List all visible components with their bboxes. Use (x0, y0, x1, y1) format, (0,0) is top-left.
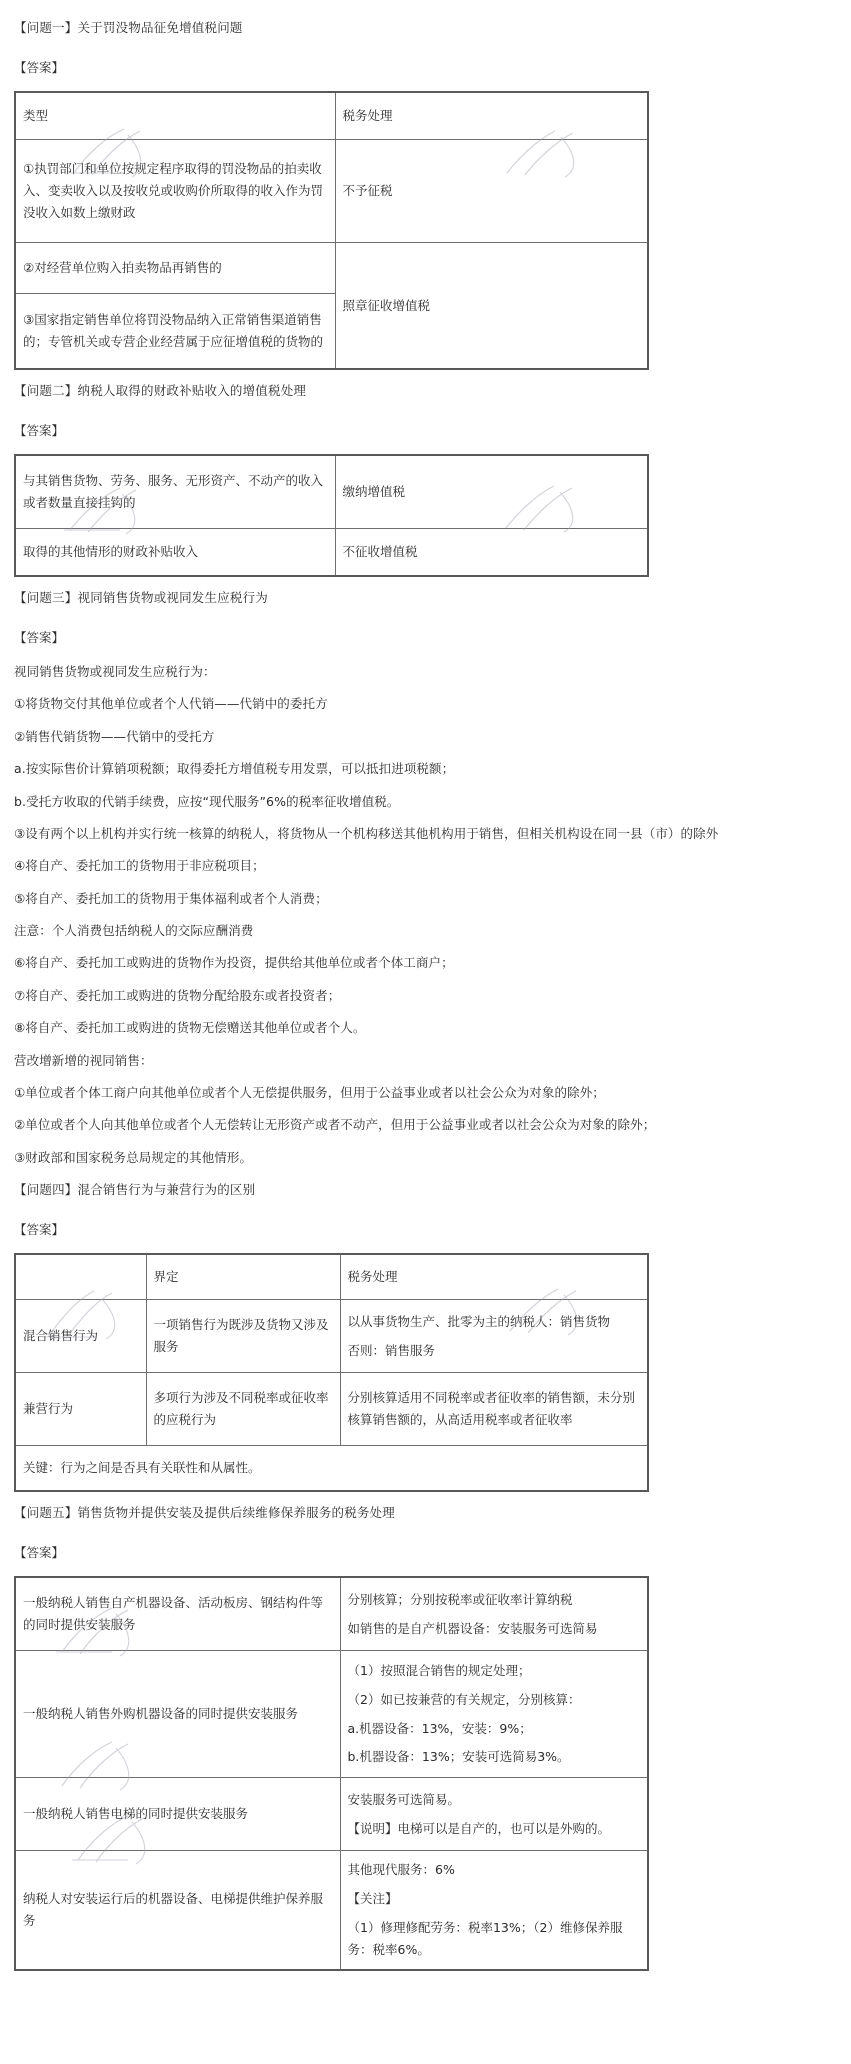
table-header-treatment: 税务处理 (340, 1254, 648, 1300)
answer-line: ⑥将自产、委托加工或购进的货物作为投资，提供给其他单位或者个体工商户； (14, 955, 454, 971)
table-cell-treatment (340, 1851, 648, 1970)
table-cell-treatment (340, 1651, 648, 1778)
treatment-line: 否则：销售服务 (347, 1342, 436, 1358)
table-header-blank (15, 1254, 146, 1300)
treatment-line: b.机器设备：13%；安装可选简易3%。 (347, 1749, 570, 1765)
answer-label-3: 【答案】 (14, 630, 65, 645)
table-cell-treatment: 缴纳增值税 (335, 455, 648, 529)
table-question-4 (14, 1253, 649, 1492)
answer-line: ⑦将自产、委托加工或购进的货物分配给股东或者投资者； (14, 987, 341, 1003)
answer-line: ②单位或者个人向其他单位或者个人无偿转让无形资产或者不动产，但用于公益事业或者以社会公众为对象的除外； (14, 1117, 656, 1133)
answer-label-5: 【答案】 (14, 1545, 65, 1560)
answer-line: ①单位或者个体工商户向其他单位或者个人无偿提供服务，但用于公益事业或者以社会公众为对象的除外； (14, 1084, 605, 1100)
table-question-5 (14, 1576, 649, 1971)
table-header-definition: 界定 (146, 1254, 340, 1300)
treatment-line: （2）如已按兼营的有关规定，分别核算： (347, 1691, 581, 1707)
table-cell-treatment (340, 1300, 648, 1373)
answer-line: ③财政部和国家税务总局规定的其他情形。 (14, 1149, 253, 1165)
answer-line: b.受托方收取的代销手续费，应按“现代服务”6%的税率征收增值税。 (14, 793, 400, 809)
question-heading-2: 【问题二】纳税人取得的财政补贴收入的增值税处理 (14, 383, 307, 398)
table-row (15, 529, 648, 577)
table-header-treatment: 税务处理 (335, 92, 648, 140)
table-cell-type: ①执罚部门和单位按规定程序取得的罚没物品的拍卖收入、变卖收入以及按收兑或收购价所取得的收入作为罚没收入如数上缴财政 (15, 140, 335, 243)
table-footer-key: 关键：行为之间是否具有关联性和从属性。 (15, 1446, 648, 1492)
answer-line: ⑧将自产、委托加工或购进的货物无偿赠送其他单位或者个人。 (14, 1020, 366, 1036)
treatment-line: a.机器设备：13%，安装：9%； (347, 1720, 532, 1736)
answer-line: a.按实际售价计算销项税额；取得委托方增值税专用发票，可以抵扣进项税额； (14, 761, 455, 777)
table-cell-type: 一般纳税人销售自产机器设备、活动板房、钢结构件等的同时提供安装服务 (15, 1577, 340, 1651)
table-cell-treatment: 不征收增值税 (335, 529, 648, 577)
treatment-line: （1）按照混合销售的规定处理； (347, 1662, 531, 1678)
table-cell-name: 兼营行为 (15, 1373, 146, 1446)
treatment-line: 分别核算；分别按税率或征收率计算纳税 (347, 1591, 573, 1607)
answer-body-3 (14, 662, 837, 1167)
answer-line: 视同销售货物或视同发生应税行为： (14, 664, 216, 679)
table-cell-type: 一般纳税人销售外购机器设备的同时提供安装服务 (15, 1651, 340, 1778)
answer-line: ③设有两个以上机构并实行统一核算的纳税人，将货物从一个机构移送其他机构用于销售，但相关机构设在同一县（市）的除外 (14, 825, 719, 841)
treatment-line: （1）修理修配劳务：税率13%；（2）维修保养服务：税率6%。 (347, 1919, 623, 1957)
table-question-1 (14, 91, 649, 370)
answer-line: ①将货物交付其他单位或者个人代销——代销中的委托方 (14, 696, 328, 712)
answer-label-2: 【答案】 (14, 423, 65, 438)
question-heading-3: 【问题三】视同销售货物或视同发生应税行为 (14, 590, 269, 605)
table-cell-treatment: 不予征税 (335, 140, 648, 243)
table-row (15, 1778, 648, 1851)
table-cell-treatment: 照章征收增值税 (335, 243, 648, 370)
table-cell-type: 纳税人对安装运行后的机器设备、电梯提供维护保养服务 (15, 1851, 340, 1970)
answer-line: ⑤将自产、委托加工的货物用于集体福利或者个人消费； (14, 890, 328, 906)
table-cell-type: ③国家指定销售单位将罚没物品纳入正常销售渠道销售的；专管机关或专营企业经营属于应征增值税的货物的 (15, 294, 335, 370)
answer-label-1: 【答案】 (14, 60, 65, 75)
answer-line: 注意：个人消费包括纳税人的交际应酬消费 (14, 923, 254, 938)
treatment-line: 【说明】电梯可以是自产的，也可以是外购的。 (347, 1820, 611, 1836)
answer-line: ②销售代销货物——代销中的受托方 (14, 728, 215, 744)
table-row (15, 1300, 648, 1373)
treatment-line: 安装服务可选简易。 (347, 1791, 461, 1807)
answer-line: 营改增新增的视同销售： (14, 1052, 153, 1068)
treatment-line: 以从事货物生产、批零为主的纳税人：销售货物 (347, 1313, 611, 1329)
answer-label-4: 【答案】 (14, 1222, 65, 1237)
question-heading-5: 【问题五】销售货物并提供安装及提供后续维修保养服务的税务处理 (14, 1505, 396, 1520)
table-cell-treatment (340, 1778, 648, 1851)
treatment-line: 【关注】 (347, 1890, 398, 1906)
table-row (15, 243, 648, 294)
table-cell-type: 一般纳税人销售电梯的同时提供安装服务 (15, 1778, 340, 1851)
table-cell-type: 与其销售货物、劳务、服务、无形资产、不动产的收入或者数量直接挂钩的 (15, 455, 335, 529)
treatment-line: 其他现代服务：6% (347, 1862, 455, 1877)
table-cell-type: ②对经营单位购入拍卖物品再销售的 (15, 243, 335, 294)
table-row (15, 1446, 648, 1492)
table-row (15, 1577, 648, 1651)
table-row (15, 92, 648, 140)
question-heading-1: 【问题一】关于罚没物品征免增值税问题 (14, 20, 243, 35)
table-row (15, 1254, 648, 1300)
table-header-type: 类型 (15, 92, 335, 140)
table-cell-type: 取得的其他情形的财政补贴收入 (15, 529, 335, 577)
table-cell-name: 混合销售行为 (15, 1300, 146, 1373)
table-row (15, 1373, 648, 1446)
table-cell-treatment (340, 1577, 648, 1651)
answer-line: ④将自产、委托加工的货物用于非应税项目； (14, 858, 265, 874)
table-cell-definition: 多项行为涉及不同税率或征收率的应税行为 (146, 1373, 340, 1446)
table-question-2 (14, 454, 649, 577)
treatment-line: 如销售的是自产机器设备：安装服务可选简易 (347, 1620, 598, 1636)
table-row (15, 1851, 648, 1970)
table-row (15, 455, 648, 529)
table-row (15, 140, 648, 243)
question-heading-4: 【问题四】混合销售行为与兼营行为的区别 (14, 1182, 256, 1197)
table-cell-treatment: 分别核算适用不同税率或者征收率的销售额，未分别核算销售额的，从高适用税率或者征收率 (340, 1373, 648, 1446)
table-row (15, 1651, 648, 1778)
table-cell-definition: 一项销售行为既涉及货物又涉及服务 (146, 1300, 340, 1373)
